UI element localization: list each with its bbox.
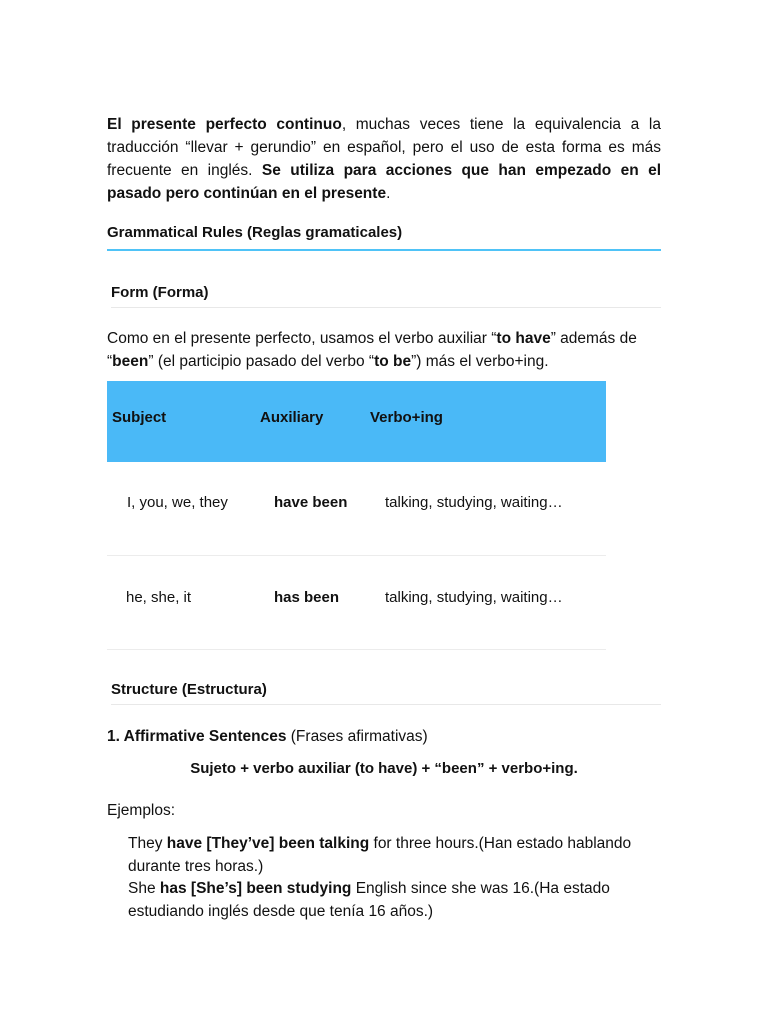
example-text-1: They <box>128 835 167 852</box>
form-table <box>107 381 606 650</box>
form-text-3: ” (el participio pasado del verbo “ <box>148 353 375 370</box>
example-sentence <box>128 878 668 923</box>
table-header <box>107 381 606 462</box>
example-text-2: English since she was 16.(Ha estado estudiando inglés desde que tenía 16 años.) <box>128 880 610 920</box>
form-bold-to-have: to have <box>496 330 551 347</box>
intro-paragraph <box>107 113 661 205</box>
example-verb: has [She’s] been studying <box>159 880 352 897</box>
cell-subject: he, she, it <box>126 589 192 606</box>
intro-term: El presente perfecto continuo <box>107 116 342 133</box>
example-text-2: for three hours.(Han estado hablando durante tres horas.) <box>128 835 632 875</box>
form-bold-to-be: to be <box>374 353 412 370</box>
form-bold-been: been <box>112 353 149 370</box>
form-heading: Form (Forma) <box>111 284 661 308</box>
header-verbo-ing: Verbo+ing <box>370 409 443 426</box>
header-subject: Subject <box>112 409 167 426</box>
intro-text-1: , muchas veces tiene la equivalencia a la traducción “llevar + gerundio” en español, pero el uso de esta forma es más frecuente en inglés. <box>107 116 661 179</box>
form-text-2: ” además de “ <box>107 330 637 370</box>
form-text-1: Como en el presente perfecto, usamos el verbo auxiliar “ <box>107 330 497 347</box>
table-row <box>107 556 606 650</box>
examples-label: Ejemplos: <box>107 802 176 819</box>
cell-auxiliary: has been <box>274 589 340 606</box>
cell-subject: I, you, we, they <box>127 494 228 511</box>
cell-verbo-ing: talking, studying, waiting… <box>385 589 563 606</box>
examples-block <box>128 833 668 923</box>
intro-usage: Se utiliza para acciones que han empezado en el pasado pero continúan en el presente <box>107 162 662 202</box>
affirmative-formula: Sujeto + verbo auxiliar (to have) + “been” + verbo+ing. <box>190 760 578 777</box>
example-text-1: She <box>128 880 160 897</box>
cell-auxiliary: have been <box>274 494 348 511</box>
affirmative-bold: 1. Affirmative Sentences <box>107 728 287 745</box>
intro-text-2: . <box>386 185 391 202</box>
affirmative-heading <box>107 728 428 746</box>
rules-heading: Grammatical Rules (Reglas gramaticales) <box>107 224 661 251</box>
table-row <box>107 462 606 556</box>
form-description <box>107 327 663 373</box>
header-auxiliary: Auxiliary <box>260 409 324 426</box>
example-sentence <box>128 833 668 878</box>
structure-heading: Structure (Estructura) <box>111 681 661 705</box>
example-verb: have [They’ve] been talking <box>166 835 370 852</box>
affirmative-rest: (Frases afirmativas) <box>286 728 428 745</box>
form-text-4: ”) más el verbo+ing. <box>411 353 549 370</box>
cell-verbo-ing: talking, studying, waiting… <box>385 494 563 511</box>
